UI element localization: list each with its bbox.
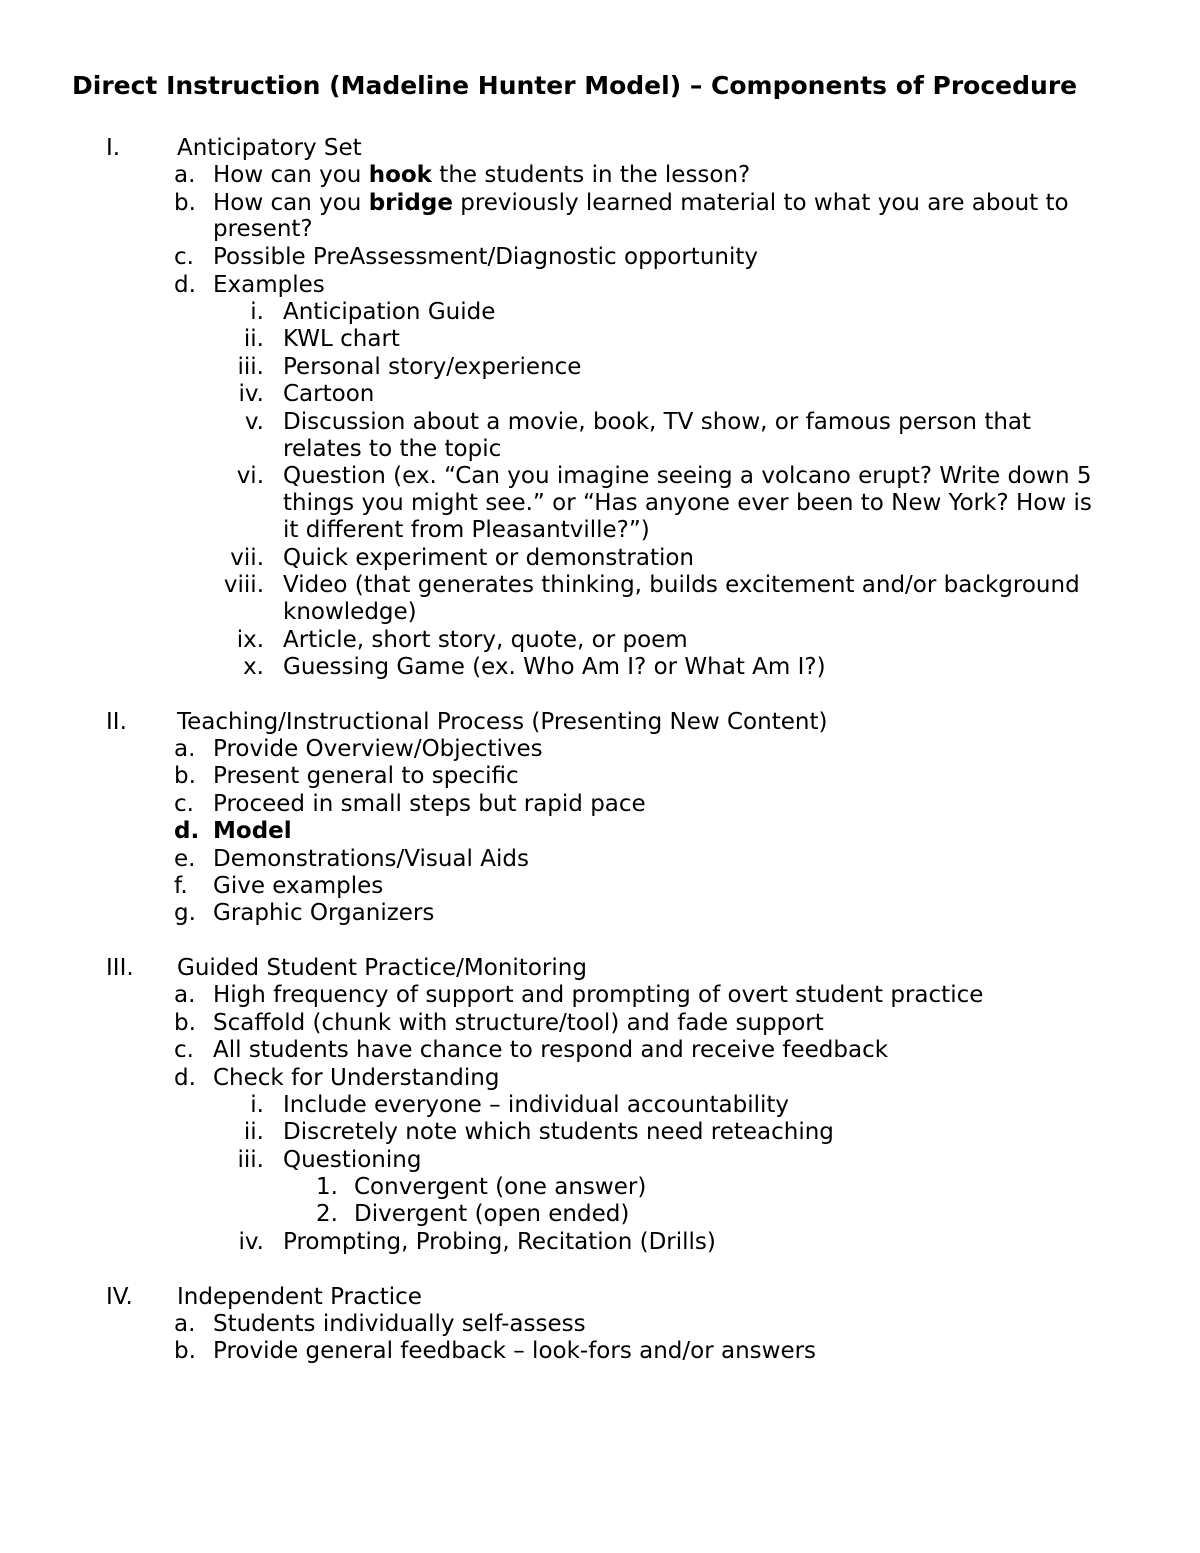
section-numeral: III. — [106, 955, 134, 981]
item-marker: b. — [174, 190, 196, 216]
subitem: Questioning — [283, 1147, 422, 1173]
item-marker: b. — [174, 1338, 196, 1364]
subitem: Video (that generates thinking, builds excitement and/or background — [283, 572, 1080, 598]
subitem: Cartoon — [283, 381, 375, 407]
subitem-marker: viii. — [223, 572, 264, 598]
numbered-marker: 1. — [316, 1174, 338, 1200]
subitem-marker: v. — [244, 409, 264, 435]
section-heading: Independent Practice — [177, 1284, 422, 1310]
item-marker: a. — [174, 982, 196, 1008]
list-item: Model — [213, 818, 292, 844]
subitem-marker: iv. — [238, 381, 264, 407]
list-item: How can you bridge previously learned material to what you are about to — [213, 190, 1069, 216]
subitem-marker: iii. — [237, 354, 264, 380]
list-item: High frequency of support and prompting of overt student practice — [213, 982, 984, 1008]
list-item: Demonstrations/Visual Aids — [213, 846, 529, 872]
subitem-marker: ii. — [243, 1119, 264, 1145]
list-item: Examples — [213, 272, 325, 298]
subitem-marker: ii. — [243, 326, 264, 352]
bold-term: bridge — [368, 190, 453, 216]
subitem-marker: x. — [243, 654, 264, 680]
subitem: Anticipation Guide — [283, 299, 496, 325]
subitem-continuation: relates to the topic — [283, 436, 502, 462]
subitem-marker: ix. — [236, 627, 264, 653]
item-marker: d. — [174, 272, 196, 298]
section-heading: Teaching/Instructional Process (Presenting New Content) — [177, 709, 828, 735]
section-numeral: I. — [106, 135, 121, 161]
section-numeral: IV. — [106, 1284, 133, 1310]
list-item: How can you hook the students in the lesson? — [213, 162, 751, 188]
item-marker: c. — [174, 244, 194, 270]
subitem: Include everyone – individual accountability — [283, 1092, 789, 1118]
item-marker: d. — [174, 818, 200, 844]
list-item: All students have chance to respond and receive feedback — [213, 1037, 889, 1063]
subitem: Guessing Game (ex. Who Am I? or What Am I?) — [283, 654, 826, 680]
subitem-marker: vi. — [236, 463, 264, 489]
list-item: Scaffold (chunk with structure/tool) and fade support — [213, 1010, 824, 1036]
list-item: Possible PreAssessment/Diagnostic opportunity — [213, 244, 758, 270]
item-marker: g. — [174, 900, 196, 926]
list-item: Proceed in small steps but rapid pace — [213, 791, 646, 817]
subitem: Discretely note which students need reteaching — [283, 1119, 834, 1145]
numbered-item: Divergent (open ended) — [354, 1201, 630, 1227]
list-item-continuation: present? — [213, 216, 313, 242]
subitem-continuation: it different from Pleasantville?”) — [283, 517, 650, 543]
subitem-marker: iv. — [238, 1229, 264, 1255]
subitem-marker: vii. — [230, 545, 264, 571]
item-marker: d. — [174, 1065, 196, 1091]
numbered-item: Convergent (one answer) — [354, 1174, 647, 1200]
item-marker: a. — [174, 736, 196, 762]
subitem: Question (ex. “Can you imagine seeing a volcano erupt? Write down 5 — [283, 463, 1092, 489]
section-heading: Guided Student Practice/Monitoring — [177, 955, 587, 981]
document-title: Direct Instruction (Madeline Hunter Model) – Components of Procedure — [72, 71, 1078, 100]
item-marker: a. — [174, 162, 196, 188]
item-marker: b. — [174, 763, 196, 789]
subitem-continuation: knowledge) — [283, 599, 417, 625]
subitem-continuation: things you might see.” or “Has anyone ever been to New York? How is — [283, 490, 1092, 516]
item-marker: c. — [174, 1037, 194, 1063]
item-marker: a. — [174, 1311, 196, 1337]
list-item: Give examples — [213, 873, 384, 899]
item-marker: f. — [174, 873, 188, 899]
bold-term: hook — [368, 162, 432, 188]
item-marker: c. — [174, 791, 194, 817]
list-item: Check for Understanding — [213, 1065, 500, 1091]
subitem: Article, short story, quote, or poem — [283, 627, 688, 653]
subitem-marker: iii. — [237, 1147, 264, 1173]
subitem-marker: i. — [250, 299, 264, 325]
numbered-marker: 2. — [316, 1201, 338, 1227]
subitem: Prompting, Probing, Recitation (Drills) — [283, 1229, 716, 1255]
list-item: Students individually self-assess — [213, 1311, 586, 1337]
list-item: Provide general feedback – look-fors and/or answers — [213, 1338, 817, 1364]
list-item: Present general to specific — [213, 763, 519, 789]
list-item: Provide Overview/Objectives — [213, 736, 543, 762]
item-marker: b. — [174, 1010, 196, 1036]
subitem: Quick experiment or demonstration — [283, 545, 695, 571]
item-marker: e. — [174, 846, 196, 872]
subitem: Discussion about a movie, book, TV show, or famous person that — [283, 409, 1032, 435]
subitem: KWL chart — [283, 326, 400, 352]
section-heading: Anticipatory Set — [177, 135, 362, 161]
subitem: Personal story/experience — [283, 354, 582, 380]
subitem-marker: i. — [250, 1092, 264, 1118]
list-item: Graphic Organizers — [213, 900, 435, 926]
section-numeral: II. — [106, 709, 127, 735]
